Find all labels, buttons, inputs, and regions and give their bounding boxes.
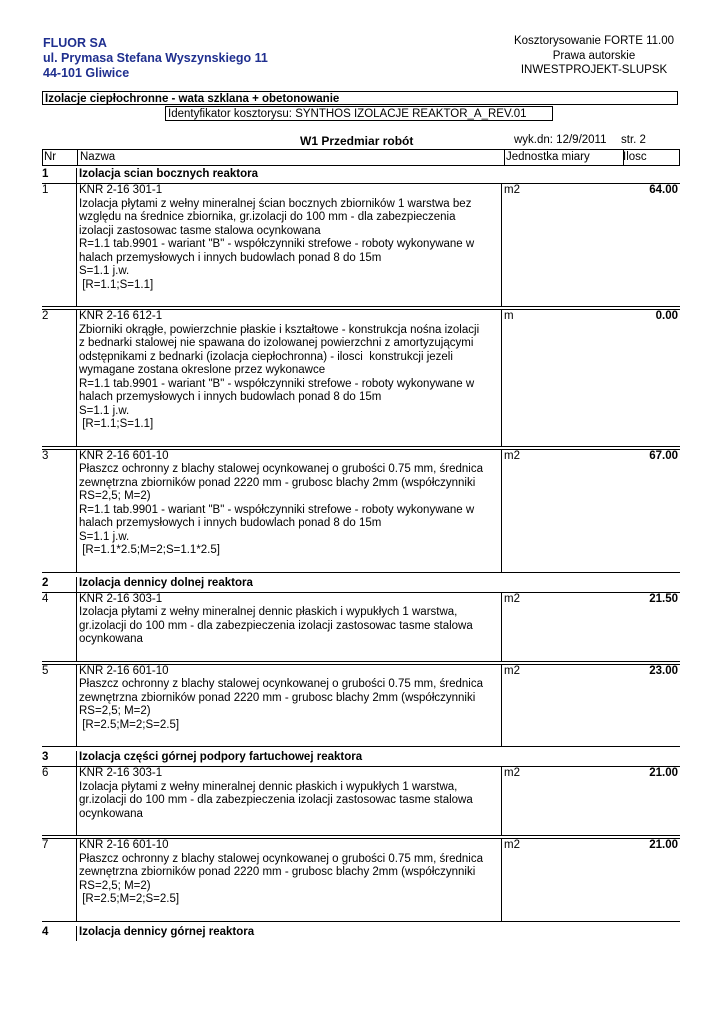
item-description bbox=[76, 839, 502, 921]
item-description-line: [R=2.5;M=2;S=2.5] bbox=[79, 893, 180, 905]
item-description-line: [R=2.5;M=2;S=2.5] bbox=[79, 718, 180, 731]
item-quantity: 21.00 bbox=[649, 767, 678, 779]
section-row bbox=[42, 166, 680, 183]
table-row bbox=[42, 766, 680, 836]
section-number: 1 bbox=[42, 168, 49, 180]
item-description bbox=[76, 450, 502, 572]
item-description-line: ocynkowana bbox=[79, 633, 143, 645]
table-row bbox=[42, 664, 680, 748]
item-number: 4 bbox=[42, 592, 49, 605]
item-quantity: 21.00 bbox=[649, 839, 678, 851]
item-description-line: z bednarki stalowej nie spawana do izolowanej powierzchni z amortyzującymi bbox=[79, 337, 474, 349]
item-code: KNR 2-16 601-10 bbox=[79, 839, 169, 851]
item-description-line: gr.izolacji do 100 mm - dla zabezpieczenia izolacji zastosowac tasme stalowa bbox=[79, 794, 473, 806]
item-description-line: izolacji zastosowac tasme stalowa ocynkowana bbox=[79, 224, 321, 237]
item-description-line: [R=1.1*2.5;M=2;S=1.1*2.5] bbox=[79, 544, 220, 556]
section-number: 2 bbox=[42, 576, 49, 589]
item-description-line: Izolacja płytami z wełny mineralnej ścian bocznych zbiorników 1 warstwa bez bbox=[79, 197, 472, 210]
item-description-line: R=1.1 tab.9901 - wariant "B" - współczynniki strefowe - roboty wykonywane w bbox=[79, 238, 475, 250]
item-description-line: R=1.1 tab.9901 - wariant "B" - współczynniki strefowe - roboty wykonywane w bbox=[79, 503, 475, 516]
estimate-identifier: Identyfikator kosztorysu: SYNTHOS IZOLACJE REAKTOR_A_REV.01 bbox=[165, 106, 553, 121]
company-street: ul. Prymasa Stefana Wyszynskiego 11 bbox=[43, 51, 268, 65]
item-number: 3 bbox=[42, 449, 49, 462]
section-row bbox=[42, 749, 680, 766]
table-row bbox=[42, 309, 680, 447]
item-code: KNR 2-16 601-10 bbox=[79, 664, 169, 677]
item-number: 2 bbox=[42, 310, 49, 322]
item-description-line: zewnętrzna zbiorników ponad 2220 mm - grubosc blachy 2mm (współczynniki bbox=[79, 476, 476, 489]
item-description-line: S=1.1 j.w. bbox=[79, 404, 130, 417]
item-unit: m2 bbox=[504, 592, 520, 605]
section-title: Izolacja dennicy górnej reaktora bbox=[76, 926, 679, 941]
header-quantity: Ilosc bbox=[623, 151, 647, 163]
item-description-line: [R=1.1;S=1.1] bbox=[79, 278, 154, 291]
item-quantity: 23.00 bbox=[649, 664, 678, 677]
table-row bbox=[42, 838, 680, 922]
item-code: KNR 2-16 303-1 bbox=[79, 767, 163, 779]
company-name: FLUOR SA bbox=[43, 36, 107, 50]
item-description-line: gr.izolacji do 100 mm - dla zabezpieczenia izolacji zastosowac tasme stalowa bbox=[79, 619, 473, 632]
company-city: 44-101 Gliwice bbox=[43, 66, 130, 80]
item-code: KNR 2-16 303-1 bbox=[79, 592, 163, 605]
item-description bbox=[76, 665, 502, 747]
item-unit: m2 bbox=[504, 664, 520, 677]
item-code: KNR 2-16 601-10 bbox=[79, 449, 169, 462]
item-description-line: S=1.1 j.w. bbox=[79, 265, 130, 277]
item-description bbox=[76, 767, 502, 835]
item-number: 7 bbox=[42, 839, 49, 851]
item-unit: m2 bbox=[504, 449, 520, 462]
item-quantity: 64.00 bbox=[649, 184, 678, 196]
section-title: Izolacja dennicy dolnej reaktora bbox=[76, 577, 679, 592]
item-description-line: S=1.1 j.w. bbox=[79, 530, 130, 543]
item-description-line: RS=2,5; M=2) bbox=[79, 879, 151, 892]
item-description-line: względu na średnice zbiornika, gr.izolacji do 100 mm - dla zabezpieczenia bbox=[79, 211, 456, 223]
item-description-line: halach przemysłowych i innych budowlach ponad 8 do 15m bbox=[79, 517, 382, 529]
header-unit: Jednostka miary bbox=[504, 150, 624, 165]
item-number: 6 bbox=[42, 767, 49, 779]
table-row bbox=[42, 449, 680, 573]
header-nazwa: Nazwa bbox=[77, 150, 115, 165]
section-title: Izolacja części górnej podpory fartuchowej reaktora bbox=[76, 751, 679, 766]
item-description-line: Zbiorniki okrągłe, powierzchnie płaskie i kształtowe - konstrukcja nośna izolacji bbox=[79, 323, 480, 336]
table-row bbox=[42, 592, 680, 662]
table-body bbox=[42, 166, 680, 941]
software-name: Kosztorysowanie FORTE 11.00 bbox=[513, 35, 674, 47]
table-header bbox=[42, 149, 680, 166]
item-description-line: halach przemysłowych i innych budowlach ponad 8 do 15m bbox=[79, 251, 382, 264]
item-number: 5 bbox=[42, 664, 49, 677]
bill-of-quantities-table bbox=[42, 149, 680, 941]
item-code: KNR 2-16 612-1 bbox=[79, 310, 163, 322]
section-number: 4 bbox=[42, 925, 49, 938]
item-description bbox=[76, 593, 502, 661]
item-description-line: ocynkowana bbox=[79, 807, 143, 820]
copyright-label: Prawa autorskie bbox=[552, 49, 636, 62]
section-title: Izolacja scian bocznych reaktora bbox=[76, 168, 679, 183]
section-number: 3 bbox=[42, 751, 49, 763]
item-unit: m2 bbox=[504, 767, 520, 779]
item-unit: m2 bbox=[504, 184, 520, 196]
item-code: KNR 2-16 301-1 bbox=[79, 184, 163, 196]
page-number: str. 2 bbox=[621, 134, 646, 146]
item-description-line: zewnętrzna zbiorników ponad 2220 mm - grubosc blachy 2mm (współczynniki bbox=[79, 866, 476, 878]
item-number: 1 bbox=[42, 184, 49, 196]
item-description-line: Płaszcz ochronny z blachy stalowej ocynkowanej o grubości 0.75 mm, średnica bbox=[79, 678, 483, 690]
document-date: wyk.dn: 12/9/2011 bbox=[514, 134, 607, 146]
copyright-holder: INWESTPROJEKT-SLUPSK bbox=[520, 64, 668, 76]
item-description-line: RS=2,5; M=2) bbox=[79, 490, 151, 502]
item-quantity: 67.00 bbox=[649, 449, 678, 462]
item-description-line: zewnętrzna zbiorników ponad 2220 mm - grubosc blachy 2mm (współczynniki bbox=[79, 691, 476, 704]
company-header bbox=[43, 36, 268, 81]
item-description-line: Płaszcz ochronny z blachy stalowej ocynkowanej o grubości 0.75 mm, średnica bbox=[79, 852, 483, 865]
section-row bbox=[42, 924, 680, 941]
item-description bbox=[76, 184, 502, 306]
item-unit: m2 bbox=[504, 839, 520, 851]
item-description-line: [R=1.1;S=1.1] bbox=[79, 418, 154, 430]
item-description-line: Izolacja płytami z wełny mineralnej dennic płaskich i wypukłych 1 warstwa, bbox=[79, 606, 458, 618]
item-unit: m bbox=[504, 310, 514, 322]
software-info bbox=[500, 34, 688, 78]
item-description bbox=[76, 310, 502, 446]
item-description-line: halach przemysłowych i innych budowlach ponad 8 do 15m bbox=[79, 391, 382, 403]
item-description-line: RS=2,5; M=2) bbox=[79, 705, 151, 717]
item-description-line: R=1.1 tab.9901 - wariant "B" - współczynniki strefowe - roboty wykonywane w bbox=[79, 377, 475, 390]
item-description-line: Izolacja płytami z wełny mineralnej dennic płaskich i wypukłych 1 warstwa, bbox=[79, 780, 458, 793]
item-description-line: wymagane zostana okreslone przez wykonawce bbox=[79, 364, 326, 376]
section-row bbox=[42, 575, 680, 592]
item-description-line: Płaszcz ochronny z blachy stalowej ocynkowanej o grubości 0.75 mm, średnica bbox=[79, 463, 483, 475]
table-row bbox=[42, 183, 680, 307]
item-description-line: odstępnikami z bednarki (izolacja ciepłochronna) - ilosci konstrukcji jezeli bbox=[79, 350, 453, 363]
header-nr: Nr bbox=[44, 151, 57, 163]
item-quantity: 0.00 bbox=[655, 310, 678, 322]
item-quantity: 21.50 bbox=[649, 592, 678, 605]
project-title: Izolacje ciepłochronne - wata szklana + obetonowanie bbox=[42, 91, 678, 105]
document-title: W1 Przedmiar robót bbox=[300, 134, 414, 148]
